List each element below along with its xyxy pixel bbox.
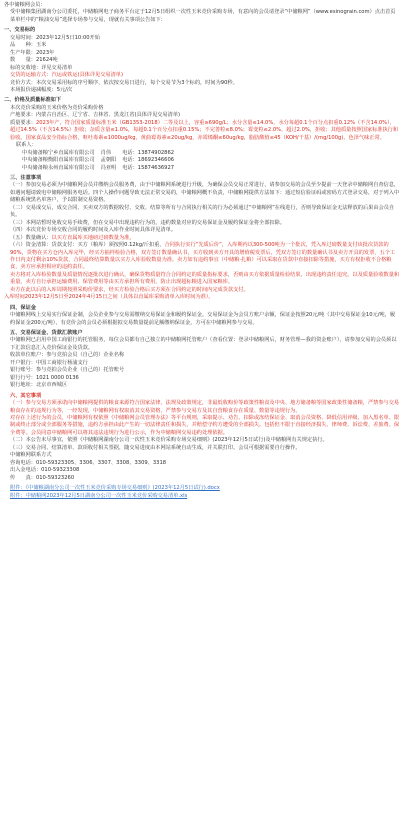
notice-6 <box>4 242 400 272</box>
notice-6-text-b: 合同执行实行“先质后价”，入库期内以300-500吨为一个批次，凭入库过磅数量支付该批次货款的90%，货物在买方仓内入库完毕，经买方抽样检验合格，双方签订数量确认书，买方收到卖方开具的增值税发票后，凭双方签订的数量确认书及卖方开具的发票，五个工作日内支付剩余10%货款，合同最终结算数量以买方入库验收数量为准。卖方如有违约事宜（中储粮·扎粮）可以采取在货款中直接扣除等措施，买方有权拒收不合格粮食，卖方应承担相应的违约责任。 <box>10 242 396 271</box>
contact-company: 中央储备粮衡阳直属库有限公司 <box>22 157 95 164</box>
account-number: 银行账号：参与竞拍会员企业（自己的）托管账号 <box>10 367 125 374</box>
account-text: 中储粮网已启用中国工商银行的托管服务，每位会员都有自己独立的中储粮网托管账户（查看位置：登录中储粮网后，财务管理—我的资金账户），请参加交易的会员须以下汇款信息汇入竞价保证金及货款。 <box>10 337 397 351</box>
contact-row <box>22 150 180 157</box>
payee: 收款单位账户：参与竞拍会员（自己的）企业名称 <box>10 352 125 359</box>
trade-date: 交易时间：2023年12月5日10:00开始 <box>10 34 100 41</box>
attachment-link-rules[interactable]: 附件：《中储粮湖南分公司一次性玉米竞价采购专场交易细则》(2023年12月5日试行).docx <box>10 485 220 492</box>
section-2-title: 二、价格及质量标准如下 <box>4 97 62 104</box>
notice-3: （三）本网站暂时免收交易手续费，但在交易中出现违约行为的，违约数量对应的交易保证金及履约保证金将全部扣除。 <box>10 219 285 226</box>
contact-company: 中央储备粮永州直属库有限公司 <box>22 164 95 171</box>
notice-5-text: 以买方直属库买地磅过磅数量为准。 <box>51 234 135 241</box>
section-6-title: 六、其它事项 <box>10 392 42 399</box>
notice-2: （二）交易成交后，成交合同、买卖双方的数据收付、交收、结算等所有与合同执行相关的行为必须通过“中储粮网”在线进行，否则导致保证金无法释放的后果由会员自负。 <box>10 204 395 219</box>
other-2: （二）本公告未尽事宜，依照《中储粮网湖南分公司一次性玉米竞价采购专场交易细则》(2023年12月5日试行)及中储粮网有关规定执行。 <box>10 437 328 444</box>
quantity: 数 量：21624吨 <box>10 57 58 64</box>
deposit-text: 中储粮网线上交易实行保证金制，会员企业参与交易需缴纳交易保证金和履约保证金。交易保证金为会员方账户余额，保证金按照20元/吨（其中交易保证金10元/吨，履约保证金200元/吨），有竞价会的会员必须根据拟交易数量提前足额缴纳保证金，方可在中储粮网参与交易。 <box>10 312 396 326</box>
contact-section-title: 中储粮网联系方式 <box>10 452 52 459</box>
contact-name: 冯亚明 <box>100 164 117 171</box>
transport-mode: 交货的运输方式：汽运或铁运(具体详见交易清单) <box>10 72 123 79</box>
section-3-title: 三、注意事项 <box>10 174 42 181</box>
contact-row <box>22 165 180 172</box>
bidding-rule: 竞价方式：本次交易采用标的序号顺序，依次按交易日进行，每个交易节为3个标的，时间为90秒。 <box>10 79 238 86</box>
contact-phone: 电话：18692346606 <box>122 157 175 164</box>
origin-requirement: 产地要求：内蒙古自治区、辽宁省、吉林省、黑龙江省(具体详见交易清单) <box>10 112 181 119</box>
contact-phone: 电话：15874636927 <box>122 164 175 171</box>
delivery-location: 标的交收地：详见交易清单 <box>10 64 73 71</box>
price-note: 本次竞价采购的玉米价格为竞价采购价格 <box>10 104 104 111</box>
quality-requirement <box>4 120 400 142</box>
contact-phone: 电话：13874902862 <box>122 149 175 156</box>
bank-code: 银行行号：1021 0000 0136 <box>10 374 79 381</box>
section-1-title: 一、交易标的 <box>4 27 36 34</box>
fund-phone: 出入金电话：010-59323308 <box>10 467 80 474</box>
variety: 品 种：玉米 <box>10 42 47 49</box>
other-3: （三）交易合同、结算清单、款项收付相关票据，随交易进度由本网站系统自动生成，并关联打印。会员可根据需要自行操作。 <box>10 444 301 451</box>
consult-phone: 咨询电话：010-59323305、3306、3307、3308、3309、3318 <box>10 459 167 466</box>
contact-title: 联系人： <box>16 142 37 149</box>
other-1-continued: 对存在上述行为的会员，中储粮网有权依照《中储粮网会员管理办法》等平台规则，采取提示、劝告、扣除或冻结保证金、取消会员资格、降低信用评级、加入黑名单、限制或终止部分或全部服务等措施，违约方承担由此产生的一切法律责任和损失，并赔偿守约方遭受的全部损失。包括但不限于直接经济损失、律师费、诉讼费、差旅费、保全费等。会员同意中储粮网可以将其违法违规行为进行公示，作为中储粮网交易违约处理依据。 <box>10 415 400 436</box>
contacts-table <box>22 150 180 172</box>
contact-name: 肖伟 <box>100 149 112 156</box>
production-year: 生产年限：2023年 <box>10 49 55 56</box>
quality-text: 2023年产，符合国家质量标准玉米（GB1353-2018）二等及以上，容重≥690g/L；水分含量≤14.0%，水分每超0.1个百分点扣重0.12%（不含14.0%），超过14.5%（不含14.5%）拒收；杂质含量≤1.0%，每超0.1个百分点扣重0.15%；不完善粒≤8.0%；霉变粒≤2.0%，超过2.0%，拒收；其他质量按照国家标准执行和验收。国家食品安全指标合格，呕吐毒素≤1000ug/kg，黄曲霉毒素≤20ug/kg，赤霉烯酮≤60ug/kg，脂肪酸值≤45（KOH/干基）/(mg/100g)，色泽气味正常。 <box>10 119 399 141</box>
bank-address: 银行地址：北京市西城区 <box>10 382 68 389</box>
quality-label: 质量要求： <box>10 119 36 126</box>
attachment-link-list[interactable]: 附件：中储粮网2023年12月5日湖南分公司一次性玉米竞价采购交易清单.xls <box>10 492 188 499</box>
attachment-item <box>4 485 400 492</box>
notice-4: （四）本次竞价专场交收合同的履约时间及入库作业时间具体详见清单。 <box>10 227 177 234</box>
notice-5 <box>4 235 400 242</box>
notice-1: （一）参加交易必须为中储粮网会员并缴纳会员服务费，由于中储粮网系统进行升级，为确保会员交易正常进行，请参加交易的会员至少提前一天登录中储粮网自查信息，如遇问题请致电中储粮网服务电话。四个人操作问题导致无法正常交易的，中储粮网概不负责，中储粮网提供方法如下：通过短信验证码或密码方式登录交易，对于列入中储粮系统黑名单客户，予以限制交易资格。 <box>10 182 400 204</box>
notice-6-text-d: 卖方在此以后的入库周期按照采购价要求，经买方检验合格后买方须在合同约定的时间内完成货款支付。 <box>10 286 249 293</box>
notice-6-text-a: 货款支付：买方（粮库）须按照0.12kg/斤扣重， <box>51 242 165 249</box>
notice-6-text-c: 卖方将对入库检验数量及质量情况逐批次进行确认，确保货物质量符合合同约定的质量指标要求，否则由买方依据质量检验结果，出现违约责任追究。以及质量验收数量和重量，卖方自行承担运输费用、保管费用等由买方承担所有费用，防止出现超标粮进入国家粮库。 <box>10 271 400 286</box>
notice-5-label: （五）数量确认： <box>10 234 52 241</box>
price-step: 本场报价递减幅度：5元/次 <box>10 86 73 93</box>
section-5-title: 五、交易保证金、货款汇款账户 <box>10 330 83 337</box>
intro-paragraph: 受中储粮集团湖南分公司委托，中储粮网电子商务平台定于12月5日组织一次性玉米竞价采购专场，有意向的会员请登录“中储粮网”（www.esinograin.com）点击首页菜单栏中的“粮油交易”选择专场参与交易，现就有关事项公告如下： <box>10 9 396 23</box>
contact-company: 中央储备粮宁乡直属库有限公司 <box>22 149 95 156</box>
greeting: 各中储粮网会员： <box>4 2 46 8</box>
contact-name: 孟朝阳 <box>100 157 117 164</box>
fax: 传 真：010-59323260 <box>10 474 75 481</box>
contact-row <box>22 157 180 164</box>
bank-name: 开户银行：中国工商银行杨浦支行 <box>10 359 88 366</box>
section-4-title: 四、保证金 <box>10 304 36 311</box>
warehousing-period: 入库时间2023年12月5日至2024年4月15日之间（具体以直属库采购清单入库时间为准）。 <box>4 294 214 301</box>
attachment-item <box>4 493 400 500</box>
notice-6-label: （六）资金清算： <box>10 242 52 249</box>
other-1: （一）参与交易方须承诺向中储粮网提供的粮食来源符合国家法律、法规及政策规定，非最低收购价等政策性粮食及中央、地方储备粮等国家政策性储备粮，严禁参与交易粮食存在的违规行为等，一经发现，中储粮网有权取消其交易资格，严禁参与交易方及其自营粮食存在质量、数量等违规行为。 <box>10 400 400 414</box>
